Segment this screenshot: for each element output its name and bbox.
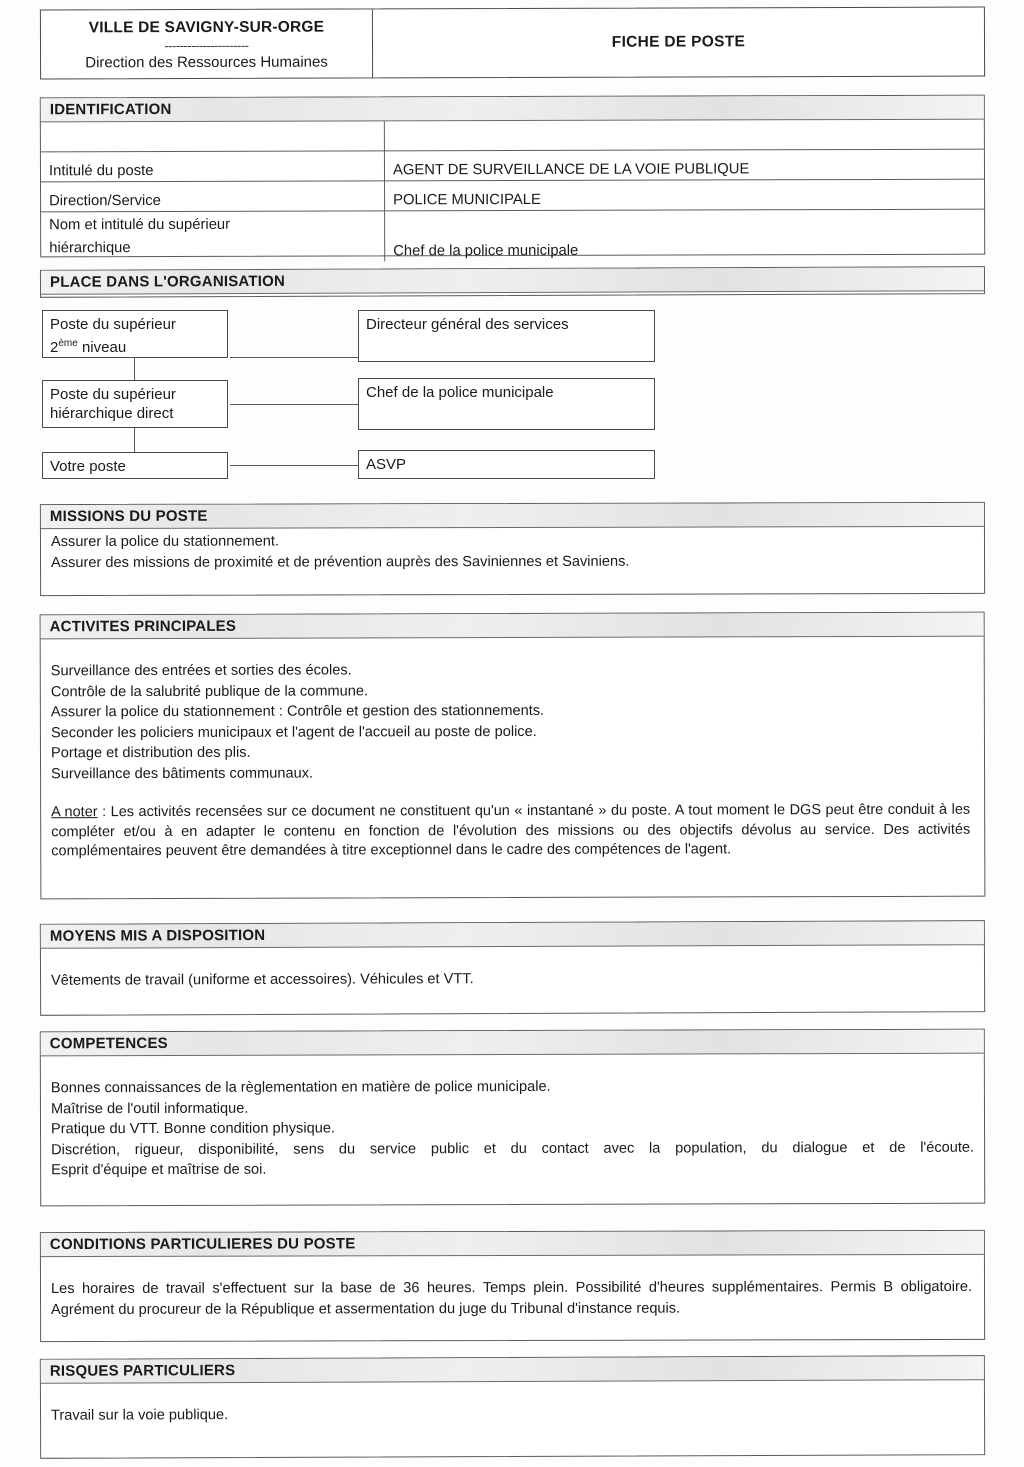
conditions-text: Les horaires de travail s'effectuent sur la base de 36 heures. Temps plein. Possibilité d'heures supplémentaires. Permis B obligatoire. Agrément du procureur de la République et assermentation du juge du Tribunal d'instance requis. xyxy=(50,1278,973,1319)
activites-line: Assurer la police du stationnement : Contrôle et gestion des stationnements. xyxy=(50,702,545,721)
section-title-competences xyxy=(41,1030,984,1057)
activites-line: Surveillance des bâtiments communaux. xyxy=(51,765,314,782)
identification-value-supervisor: Chef de la police municipale xyxy=(393,242,579,260)
section-identification xyxy=(40,95,985,258)
activites-line: Surveillance des entrées et sorties des écoles. xyxy=(50,662,352,680)
competences-line: Bonnes connaissances de la règlementation en matière de police municipale. xyxy=(50,1078,551,1097)
moyens-line: Vêtements de travail (uniforme et accessoires). Véhicules et VTT. xyxy=(51,971,474,989)
identification-label-supervisor-line2: hiérarchique xyxy=(49,240,131,257)
identification-table xyxy=(41,120,984,263)
header-city-name: VILLE DE SAVIGNY-SUR-ORGE xyxy=(88,18,325,37)
identification-empty-value xyxy=(384,120,984,151)
identification-label-supervisor xyxy=(41,211,385,262)
org-holder-dgs-label: Directeur général des services xyxy=(366,316,569,333)
org-role-direct-supervisor-line2: hiérarchique direct xyxy=(50,405,174,422)
section-title-conditions xyxy=(41,1231,984,1257)
competences-line: Pratique du VTT. Bonne condition physique. xyxy=(51,1120,336,1138)
table-row xyxy=(41,179,984,212)
document-header xyxy=(40,7,985,80)
org-role-level2-line1: Poste du supérieur xyxy=(50,316,176,333)
moyens-body xyxy=(41,959,984,1001)
section-conditions xyxy=(40,1230,985,1342)
section-title-identification xyxy=(41,96,984,123)
identification-label-job-title: Intitulé du poste xyxy=(41,151,385,182)
competences-body xyxy=(41,1068,984,1191)
org-holder-police-chief xyxy=(358,378,655,430)
activites-line: Seconder les policiers municipaux et l'agent de l'accueil au poste de police. xyxy=(50,723,537,741)
identification-empty-label xyxy=(41,121,385,151)
section-title-activites xyxy=(41,613,984,640)
section-risques xyxy=(40,1355,985,1459)
section-title-moyens xyxy=(41,921,984,949)
org-role-your-post-line1: Votre poste xyxy=(50,458,126,475)
activites-note-text: : Les activités recensées sur ce document ne constituent qu'un « instantané » du poste. A tout moment le DGS peut être conduit à les compléter et/ou à en adapter le contenu en fonction de l'évolution des missions ou des objectifs dévolus au service. Des activités complémentaires peuvent être demandées à titre exceptionnel dans le cadre des compétences de l'agent. xyxy=(51,801,971,860)
activites-note-label: A noter xyxy=(51,804,98,821)
org-holder-dgs xyxy=(358,310,655,362)
org-connector-vertical-1 xyxy=(134,358,135,380)
header-title-block xyxy=(373,8,984,78)
section-competences xyxy=(40,1029,985,1207)
section-title-competences-label: COMPETENCES xyxy=(49,1034,168,1053)
competences-line: Maîtrise de l'outil informatique. xyxy=(50,1100,249,1117)
header-separator-dashes: ---------------------- xyxy=(164,37,249,54)
competences-line-justified: Discrétion, rigueur, disponibilité, sens du service public et du contact avec la population, du dialogue et de l'écoute. xyxy=(51,1139,975,1158)
conditions-body xyxy=(41,1269,984,1331)
identification-label-supervisor-line1: Nom et intitulé du supérieur xyxy=(49,216,231,234)
section-title-moyens-label: MOYENS MIS A DISPOSITION xyxy=(49,926,266,945)
section-title-missions xyxy=(41,503,984,529)
table-row xyxy=(41,209,984,262)
competences-line: Esprit d'équipe et maîtrise de soi. xyxy=(51,1161,267,1179)
missions-line: Assurer des missions de proximité et de prévention auprès des Saviniennes et Saviniens. xyxy=(51,553,630,571)
risques-body xyxy=(41,1380,984,1436)
org-role-direct-supervisor xyxy=(42,380,228,428)
missions-line: Assurer la police du stationnement. xyxy=(50,533,279,551)
org-ordinal-suffix: ème xyxy=(58,338,78,349)
org-holder-asvp xyxy=(358,450,655,479)
section-title-risques-label: RISQUES PARTICULIERS xyxy=(49,1362,236,1380)
section-title-missions-label: MISSIONS DU POSTE xyxy=(49,507,208,526)
section-title-conditions-label: CONDITIONS PARTICULIERES DU POSTE xyxy=(49,1235,356,1254)
section-title-identification-label: IDENTIFICATION xyxy=(49,100,172,119)
section-title-activites-label: ACTIVITES PRINCIPALES xyxy=(49,617,237,636)
section-moyens xyxy=(40,920,985,1016)
organisation-chart xyxy=(0,300,1024,495)
document-title: FICHE DE POSTE xyxy=(611,33,746,51)
activites-line: Portage et distribution des plis. xyxy=(50,744,251,762)
header-issuer-block xyxy=(41,9,373,78)
section-title-organisation-label: PLACE DANS L'ORGANISATION xyxy=(49,272,285,291)
section-activites xyxy=(40,612,986,900)
org-role-your-post xyxy=(42,452,228,479)
activites-line: Contrôle de la salubrité publique de la commune. xyxy=(50,682,369,700)
org-role-direct-supervisor-line1: Poste du supérieur xyxy=(50,386,176,403)
org-holder-police-chief-label: Chef de la police municipale xyxy=(366,384,554,401)
section-organisation xyxy=(40,266,985,298)
risques-line: Travail sur la voie publique. xyxy=(50,1407,229,1424)
identification-value-service: POLICE MUNICIPALE xyxy=(385,179,985,211)
activites-note xyxy=(51,801,974,862)
table-row xyxy=(41,120,984,152)
identification-label-service: Direction/Service xyxy=(41,181,385,212)
org-role-level2 xyxy=(42,310,228,358)
missions-body xyxy=(41,527,984,583)
org-connector-horizontal-3 xyxy=(230,465,358,466)
section-title-risques xyxy=(41,1356,984,1384)
header-department-name: Direction des Ressources Humaines xyxy=(85,53,328,72)
org-holder-asvp-label: ASVP xyxy=(366,456,407,473)
table-row xyxy=(41,149,984,182)
section-title-organisation xyxy=(41,267,984,295)
identification-value-job-title: AGENT DE SURVEILLANCE DE LA VOIE PUBLIQUE xyxy=(384,149,984,181)
org-connector-horizontal-1 xyxy=(230,357,358,358)
org-role-level2-line2: 2ème niveau xyxy=(50,338,127,356)
org-connector-vertical-2 xyxy=(134,428,135,452)
org-connector-horizontal-2 xyxy=(230,404,358,405)
activites-body xyxy=(41,651,985,872)
section-missions xyxy=(40,502,985,596)
